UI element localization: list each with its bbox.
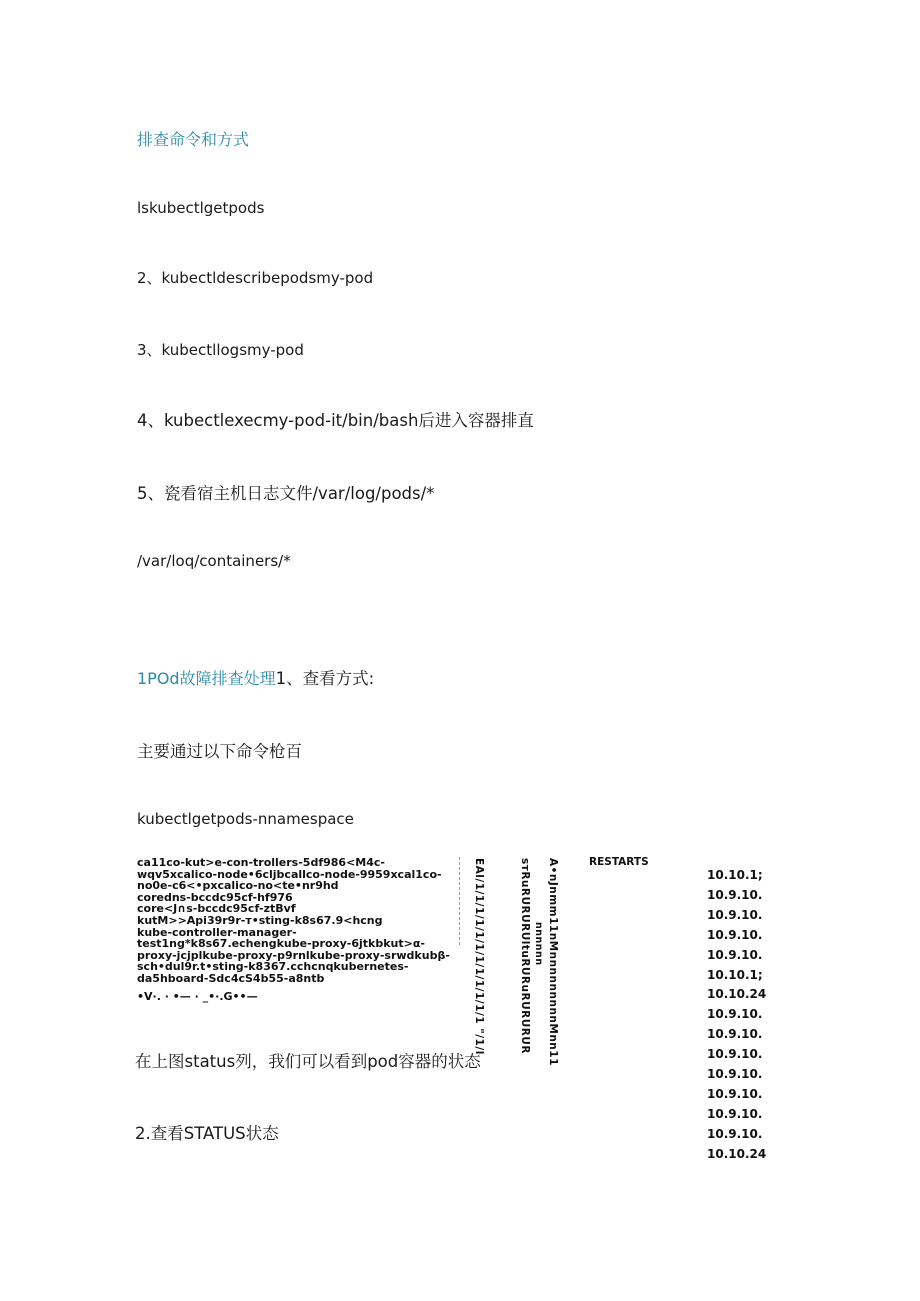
pod-name-line: kutM>>Api39r9r-т•sting-k8s67.9<hcng: [137, 913, 383, 927]
pod-name-line: ca11co-kut>e-con-trollers-5df986<M4c-: [137, 856, 385, 869]
paragraph-status-column: 在上图status列，我们可以看到pod容器的状态: [135, 1052, 481, 1071]
step-2: 2、kubectldescribepodsmy-pod: [137, 269, 374, 287]
command-namespace: kubectlgetpods-nnamespace: [137, 810, 354, 828]
step-5: 5、瓷看宿主机日志文件/var/log/pods/*: [137, 484, 435, 503]
pod-name-trailer: •V·. · •— · _•·.G••—: [137, 989, 258, 1003]
section-heading-pod-troubleshooting: [137, 669, 374, 689]
ip-value: 10.9.10.: [707, 947, 763, 962]
pod-name-line: da5hboard-Sdc4cS4b55-a8ntb: [137, 971, 325, 985]
ip-value: 10.9.10.: [707, 1027, 763, 1042]
pod-name-line: core<J∩s-bccdc95cf-ztBvf: [137, 902, 296, 916]
step-4: 4、kubectlexecmy-pod-it/bin/bash后进入容器排直: [137, 411, 534, 430]
pod-name-line: sch•dul9r.t•sting-k8367.cchcnqkubernetes-: [137, 960, 409, 974]
pod-name-line: proxy-jcjplkube-proxy-p9rnlkube-proxy-srwdkubβ-: [137, 948, 450, 962]
ip-value: 10.10.1;: [707, 868, 763, 882]
paragraph-step-2-status: 2.查看STATUS状态: [135, 1124, 279, 1143]
ip-value: 10.9.10.: [707, 1126, 763, 1141]
pod-name-column: [137, 857, 457, 1002]
restarts-header: RESTARTS: [589, 856, 649, 868]
ip-value: 10.9.10.: [707, 1047, 763, 1062]
heading-rest-part: 1、查看方式:: [275, 669, 375, 688]
pod-name-line: coredns-bccdc95cf-hf976: [137, 890, 293, 904]
step-5-continued: /var/loq/containers/*: [137, 552, 291, 570]
ip-value: 10.9.10.: [707, 927, 763, 942]
ip-value: 10.9.10.: [707, 1086, 763, 1101]
ip-value: 10.10.24: [707, 1146, 767, 1161]
ip-value: 10.9.10.: [707, 887, 763, 902]
pod-name-line: test1ng*k8s67.echengkube-proxy-6jtkbkut>α-: [137, 937, 425, 951]
status-column-subtext: nnnnnn: [533, 922, 544, 966]
ip-value: 10.9.10.: [707, 1067, 763, 1082]
ip-value: 10.10.24: [707, 987, 767, 1002]
step-3: 3、kubectllogsmy-pod: [137, 341, 304, 359]
pod-name-line: wqv5xcalico-node•6cljbcallco-node-9959xcal1co-: [137, 867, 442, 881]
ready-column-text: EAl/1/1/1/1/1/1/1/1/1/1/1/1 "/1/l: [473, 858, 485, 1055]
age-column-text: A•nJnmm11nMnnnnnnnnnMnn11: [547, 858, 559, 1066]
ip-value: 10.9.10.: [707, 1007, 763, 1022]
section-heading-commands: 排查命令和方式: [137, 130, 250, 149]
column-divider-dashes: [459, 857, 466, 945]
pod-name-line: no0e-c6<•pxcalico-no<te•nr9hd: [137, 879, 339, 893]
ip-value: 10.9.10.: [707, 1106, 763, 1121]
status-column-text: sтRuRURURUltuRURuRURURUR: [519, 858, 531, 1054]
ip-value: 10.9.10.: [707, 907, 763, 922]
step-1: lskubectlgetpods: [137, 199, 265, 217]
pod-name-line: kube-controller-manager-: [137, 925, 297, 939]
paragraph-main-commands: 主要通过以下命令枪百: [137, 742, 302, 761]
ip-value: 10.10.1;: [707, 967, 763, 982]
heading-teal-part: 1POd故障排查处理: [137, 669, 276, 688]
ip-column: [707, 866, 766, 1165]
